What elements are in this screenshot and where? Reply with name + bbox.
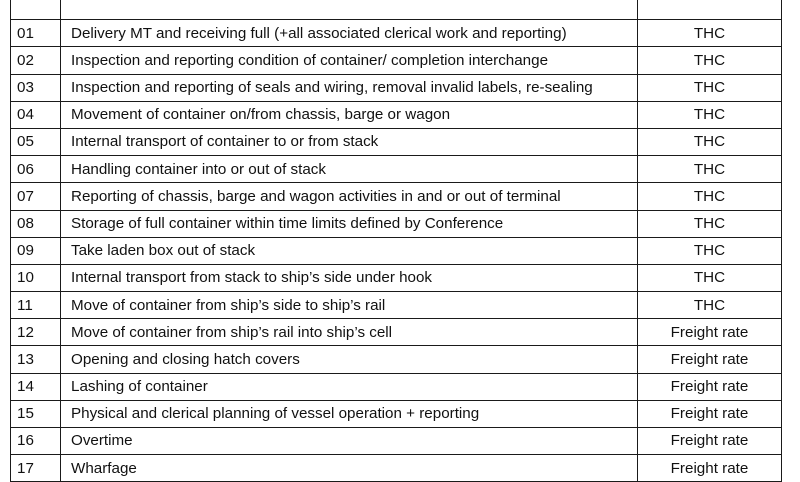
table-row bbox=[11, 128, 782, 155]
activity-description-cell: Inspection and reporting of seals and wiring, removal invalid labels, re-sealing bbox=[61, 74, 638, 101]
charge-type-cell: THC bbox=[638, 237, 782, 264]
charge-type-cell: THC bbox=[638, 210, 782, 237]
table-row bbox=[11, 183, 782, 210]
row-number-cell: 13 bbox=[11, 346, 61, 373]
table-row bbox=[11, 292, 782, 319]
row-number-cell: 01 bbox=[11, 20, 61, 47]
charge-type-cell: Freight rate bbox=[638, 319, 782, 346]
row-number-cell: 05 bbox=[11, 128, 61, 155]
row-number-cell: 15 bbox=[11, 400, 61, 427]
activity-description-cell: Internal transport from stack to ship’s side under hook bbox=[61, 264, 638, 291]
charge-type-cell: THC bbox=[638, 20, 782, 47]
row-number-cell: 02 bbox=[11, 47, 61, 74]
row-number-cell bbox=[11, 0, 61, 20]
charge-type-cell: THC bbox=[638, 47, 782, 74]
charge-type-cell bbox=[638, 0, 782, 20]
activity-description-cell: Lashing of container bbox=[61, 373, 638, 400]
document-sheet bbox=[10, 0, 782, 477]
activity-description-cell bbox=[61, 0, 638, 20]
table-row bbox=[11, 264, 782, 291]
charge-type-cell: Freight rate bbox=[638, 346, 782, 373]
row-number-cell: 03 bbox=[11, 74, 61, 101]
table-row bbox=[11, 237, 782, 264]
activity-description-cell: Inspection and reporting condition of container/ completion interchange bbox=[61, 47, 638, 74]
activity-description-cell: Move of container from ship’s rail into ship’s cell bbox=[61, 319, 638, 346]
table-body bbox=[11, 0, 782, 482]
activity-description-cell: Internal transport of container to or from stack bbox=[61, 128, 638, 155]
row-number-cell: 08 bbox=[11, 210, 61, 237]
charge-type-cell: THC bbox=[638, 264, 782, 291]
table-row bbox=[11, 373, 782, 400]
charge-type-cell: Freight rate bbox=[638, 455, 782, 482]
table-row bbox=[11, 428, 782, 455]
activity-description-cell: Overtime bbox=[61, 428, 638, 455]
row-number-cell: 14 bbox=[11, 373, 61, 400]
row-number-cell: 12 bbox=[11, 319, 61, 346]
activity-description-cell: Take laden box out of stack bbox=[61, 237, 638, 264]
table-row bbox=[11, 210, 782, 237]
activity-description-cell: Delivery MT and receiving full (+all associated clerical work and reporting) bbox=[61, 20, 638, 47]
charge-type-cell: THC bbox=[638, 292, 782, 319]
table-row bbox=[11, 74, 782, 101]
row-number-cell: 10 bbox=[11, 264, 61, 291]
row-number-cell: 07 bbox=[11, 183, 61, 210]
charge-type-cell: THC bbox=[638, 101, 782, 128]
table-row bbox=[11, 400, 782, 427]
table-row bbox=[11, 101, 782, 128]
activity-description-cell: Move of container from ship’s side to ship’s rail bbox=[61, 292, 638, 319]
row-number-cell: 09 bbox=[11, 237, 61, 264]
activity-description-cell: Movement of container on/from chassis, barge or wagon bbox=[61, 101, 638, 128]
row-number-cell: 17 bbox=[11, 455, 61, 482]
table-row bbox=[11, 0, 782, 20]
charge-type-cell: THC bbox=[638, 128, 782, 155]
activity-description-cell: Reporting of chassis, barge and wagon activities in and or out of terminal bbox=[61, 183, 638, 210]
charge-type-cell: Freight rate bbox=[638, 373, 782, 400]
charge-type-cell: THC bbox=[638, 156, 782, 183]
table-row bbox=[11, 319, 782, 346]
charge-type-cell: THC bbox=[638, 74, 782, 101]
activity-description-cell: Wharfage bbox=[61, 455, 638, 482]
cost-allocation-table bbox=[10, 0, 782, 482]
row-number-cell: 06 bbox=[11, 156, 61, 183]
activity-description-cell: Physical and clerical planning of vessel operation + reporting bbox=[61, 400, 638, 427]
table-row bbox=[11, 156, 782, 183]
charge-type-cell: Freight rate bbox=[638, 400, 782, 427]
row-number-cell: 16 bbox=[11, 428, 61, 455]
table-row bbox=[11, 346, 782, 373]
charge-type-cell: THC bbox=[638, 183, 782, 210]
charge-type-cell: Freight rate bbox=[638, 428, 782, 455]
activity-description-cell: Storage of full container within time limits defined by Conference bbox=[61, 210, 638, 237]
activity-description-cell: Opening and closing hatch covers bbox=[61, 346, 638, 373]
table-row bbox=[11, 455, 782, 482]
table-row bbox=[11, 20, 782, 47]
table-row bbox=[11, 47, 782, 74]
activity-description-cell: Handling container into or out of stack bbox=[61, 156, 638, 183]
row-number-cell: 04 bbox=[11, 101, 61, 128]
row-number-cell: 11 bbox=[11, 292, 61, 319]
